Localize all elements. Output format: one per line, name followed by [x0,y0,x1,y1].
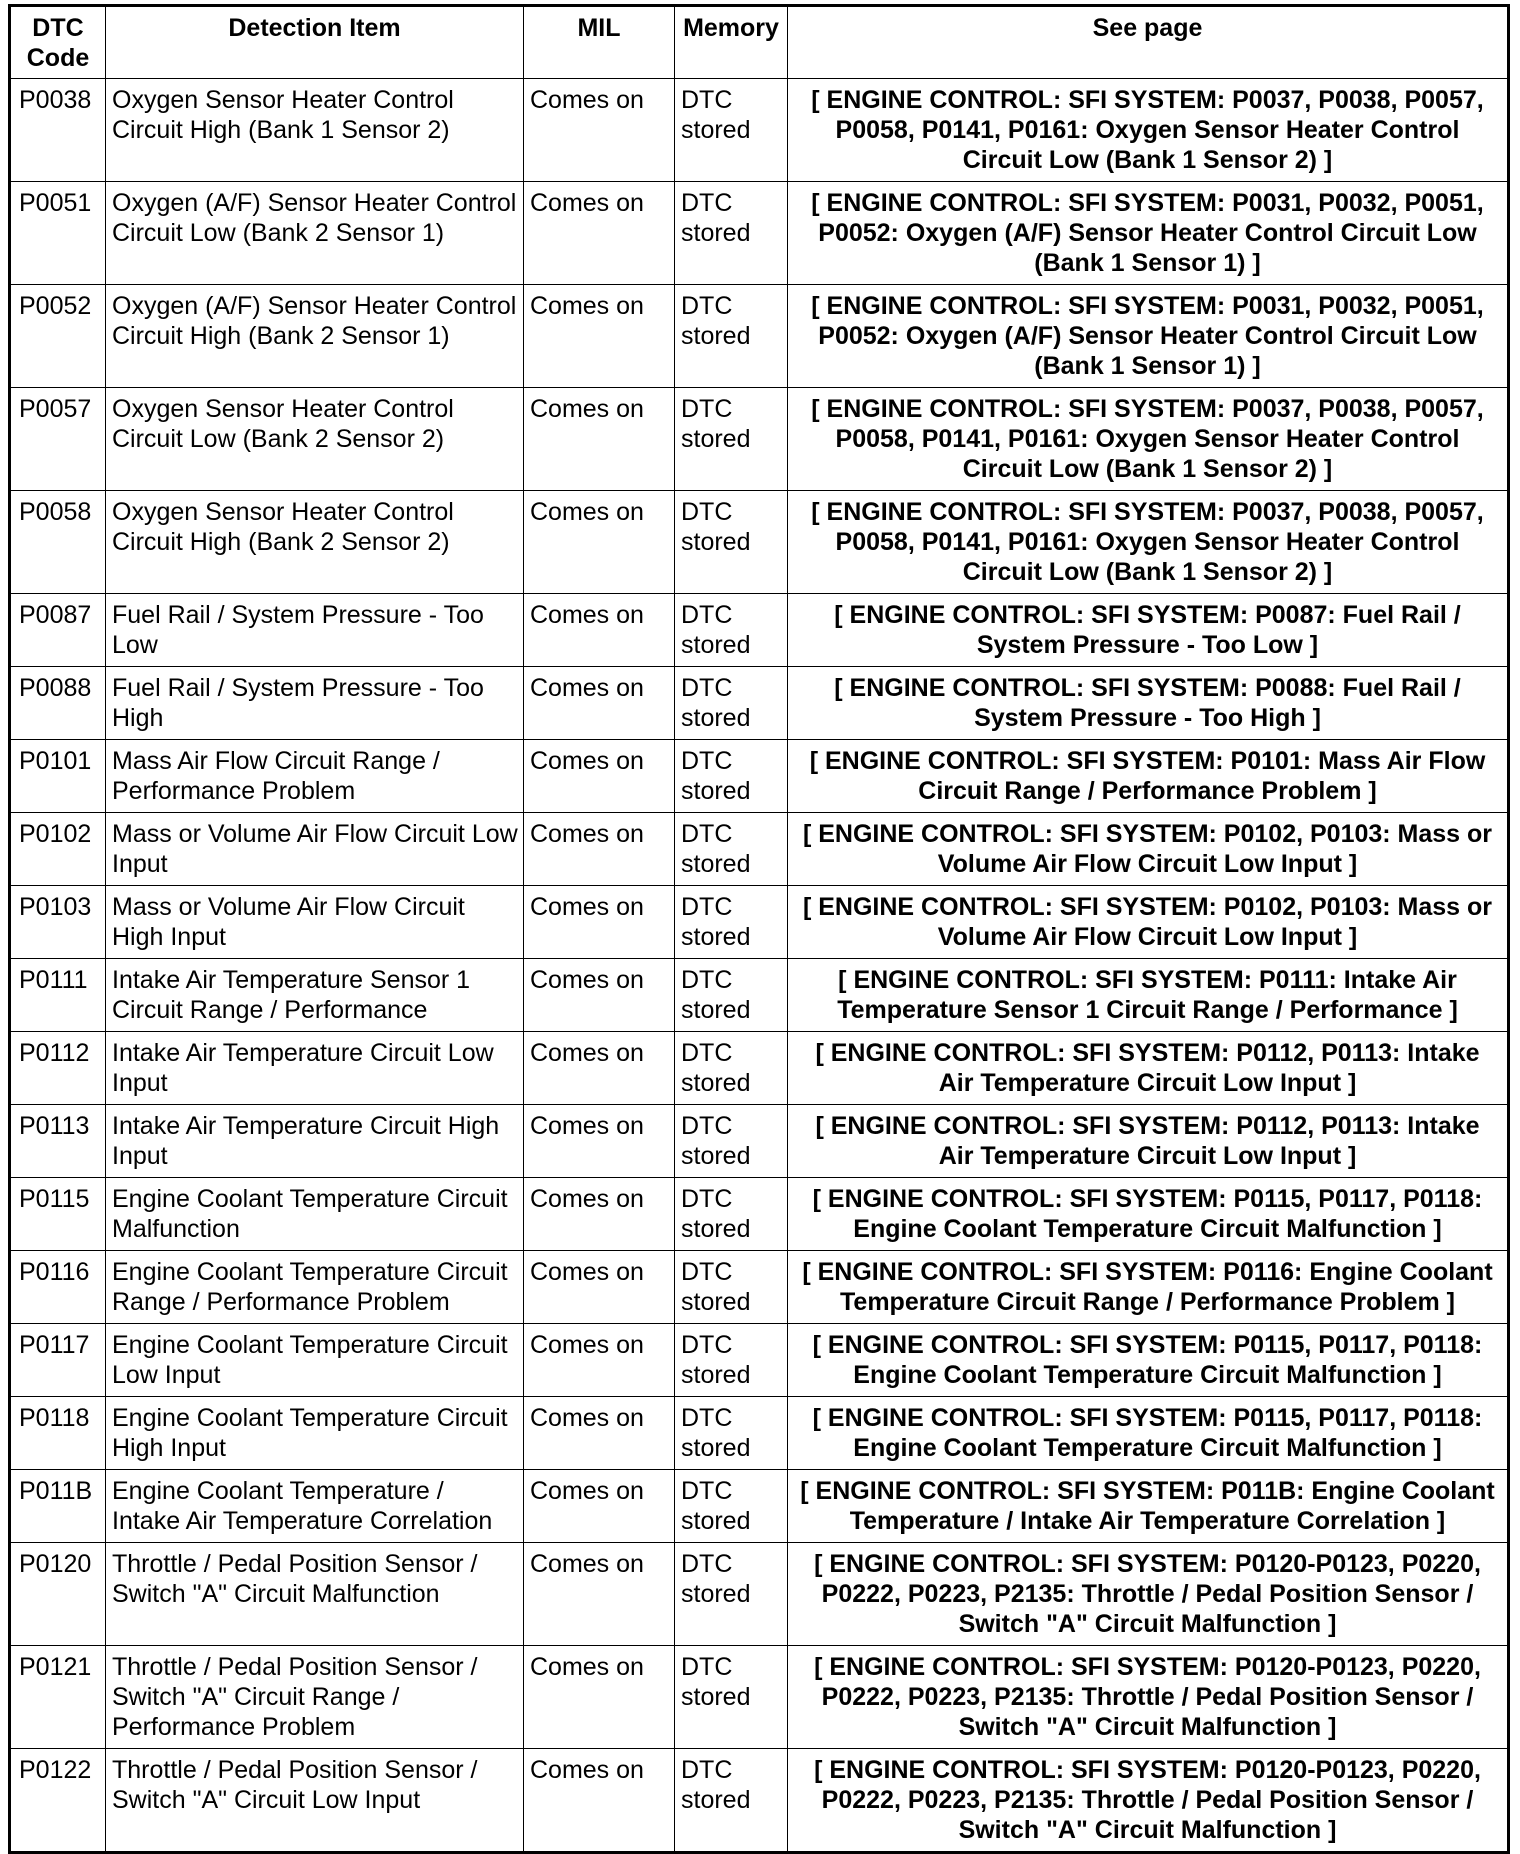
detection-item-cell: Intake Air Temperature Sensor 1 Circuit Range / Performance [106,959,524,1032]
header-detection-item: Detection Item [106,6,524,79]
header-mil: MIL [524,6,675,79]
table-row [10,1324,1509,1397]
header-memory: Memory [675,6,788,79]
table-row [10,1397,1509,1470]
memory-cell: DTC stored [675,813,788,886]
table-row [10,1470,1509,1543]
mil-cell: Comes on [524,1032,675,1105]
detection-item-cell: Engine Coolant Temperature / Intake Air Temperature Correlation [106,1470,524,1543]
detection-item-cell: Engine Coolant Temperature Circuit Low Input [106,1324,524,1397]
table-header-row [10,6,1509,79]
table-row [10,594,1509,667]
table-row [10,667,1509,740]
mil-cell: Comes on [524,1397,675,1470]
table-row [10,813,1509,886]
see-page-link[interactable]: [ ENGINE CONTROL: SFI SYSTEM: P0031, P0032, P0051, P0052: Oxygen (A/F) Sensor Heater Control Circuit Low (Bank 1 Sensor 1) ] [788,182,1509,285]
table-row [10,1105,1509,1178]
dtc-code-cell: P0111 [10,959,106,1032]
memory-cell: DTC stored [675,1324,788,1397]
see-page-link[interactable]: [ ENGINE CONTROL: SFI SYSTEM: P0037, P0038, P0057, P0058, P0141, P0161: Oxygen Sensor Heater Control Circuit Low (Bank 1 Sensor 2) ] [788,79,1509,182]
memory-cell: DTC stored [675,959,788,1032]
see-page-link[interactable]: [ ENGINE CONTROL: SFI SYSTEM: P0087: Fuel Rail / System Pressure - Too Low ] [788,594,1509,667]
mil-cell: Comes on [524,1324,675,1397]
dtc-code-cell: P0052 [10,285,106,388]
dtc-code-cell: P0112 [10,1032,106,1105]
detection-item-cell: Oxygen Sensor Heater Control Circuit High (Bank 1 Sensor 2) [106,79,524,182]
see-page-link[interactable]: [ ENGINE CONTROL: SFI SYSTEM: P0120-P0123, P0220, P0222, P0223, P2135: Throttle / Pedal Position Sensor / Switch "A" Circuit Malfunction ] [788,1646,1509,1749]
detection-item-cell: Engine Coolant Temperature Circuit Range / Performance Problem [106,1251,524,1324]
mil-cell: Comes on [524,388,675,491]
mil-cell: Comes on [524,594,675,667]
table-row [10,182,1509,285]
mil-cell: Comes on [524,1105,675,1178]
mil-cell: Comes on [524,1543,675,1646]
see-page-link[interactable]: [ ENGINE CONTROL: SFI SYSTEM: P0116: Engine Coolant Temperature Circuit Range / Performance Problem ] [788,1251,1509,1324]
memory-cell: DTC stored [675,1749,788,1853]
detection-item-cell: Fuel Rail / System Pressure - Too High [106,667,524,740]
detection-item-cell: Throttle / Pedal Position Sensor / Switch "A" Circuit Range / Performance Problem [106,1646,524,1749]
mil-cell: Comes on [524,182,675,285]
see-page-link[interactable]: [ ENGINE CONTROL: SFI SYSTEM: P0102, P0103: Mass or Volume Air Flow Circuit Low Input ] [788,886,1509,959]
detection-item-cell: Intake Air Temperature Circuit Low Input [106,1032,524,1105]
memory-cell: DTC stored [675,285,788,388]
table-row [10,1178,1509,1251]
mil-cell: Comes on [524,1646,675,1749]
see-page-link[interactable]: [ ENGINE CONTROL: SFI SYSTEM: P0037, P0038, P0057, P0058, P0141, P0161: Oxygen Sensor Heater Control Circuit Low (Bank 1 Sensor 2) ] [788,491,1509,594]
memory-cell: DTC stored [675,79,788,182]
see-page-link[interactable]: [ ENGINE CONTROL: SFI SYSTEM: P011B: Engine Coolant Temperature / Intake Air Temperature Correlation ] [788,1470,1509,1543]
memory-cell: DTC stored [675,388,788,491]
dtc-table-sheet [8,4,1507,1854]
see-page-link[interactable]: [ ENGINE CONTROL: SFI SYSTEM: P0112, P0113: Intake Air Temperature Circuit Low Input ] [788,1032,1509,1105]
mil-cell: Comes on [524,1251,675,1324]
see-page-link[interactable]: [ ENGINE CONTROL: SFI SYSTEM: P0115, P0117, P0118: Engine Coolant Temperature Circuit Malfunction ] [788,1178,1509,1251]
detection-item-cell: Throttle / Pedal Position Sensor / Switch "A" Circuit Malfunction [106,1543,524,1646]
detection-item-cell: Mass Air Flow Circuit Range / Performance Problem [106,740,524,813]
memory-cell: DTC stored [675,1105,788,1178]
table-row [10,1251,1509,1324]
dtc-code-cell: P0113 [10,1105,106,1178]
memory-cell: DTC stored [675,1032,788,1105]
detection-item-cell: Oxygen (A/F) Sensor Heater Control Circuit Low (Bank 2 Sensor 1) [106,182,524,285]
dtc-code-cell: P0121 [10,1646,106,1749]
mil-cell: Comes on [524,491,675,594]
detection-item-cell: Throttle / Pedal Position Sensor / Switch "A" Circuit Low Input [106,1749,524,1853]
table-row [10,1032,1509,1105]
table-row [10,1749,1509,1853]
header-dtc-code: DTC Code [10,6,106,79]
table-row [10,959,1509,1032]
dtc-code-cell: P011B [10,1470,106,1543]
see-page-link[interactable]: [ ENGINE CONTROL: SFI SYSTEM: P0111: Intake Air Temperature Sensor 1 Circuit Range / Performance ] [788,959,1509,1032]
dtc-code-cell: P0118 [10,1397,106,1470]
memory-cell: DTC stored [675,1470,788,1543]
dtc-code-cell: P0116 [10,1251,106,1324]
dtc-code-cell: P0057 [10,388,106,491]
mil-cell: Comes on [524,959,675,1032]
see-page-link[interactable]: [ ENGINE CONTROL: SFI SYSTEM: P0120-P0123, P0220, P0222, P0223, P2135: Throttle / Pedal Position Sensor / Switch "A" Circuit Malfunction ] [788,1749,1509,1853]
memory-cell: DTC stored [675,1251,788,1324]
see-page-link[interactable]: [ ENGINE CONTROL: SFI SYSTEM: P0031, P0032, P0051, P0052: Oxygen (A/F) Sensor Heater Control Circuit Low (Bank 1 Sensor 1) ] [788,285,1509,388]
see-page-link[interactable]: [ ENGINE CONTROL: SFI SYSTEM: P0101: Mass Air Flow Circuit Range / Performance Problem ] [788,740,1509,813]
detection-item-cell: Oxygen Sensor Heater Control Circuit Low (Bank 2 Sensor 2) [106,388,524,491]
memory-cell: DTC stored [675,1178,788,1251]
table-row [10,1543,1509,1646]
dtc-code-cell: P0101 [10,740,106,813]
table-row [10,79,1509,182]
dtc-table [8,4,1510,1854]
see-page-link[interactable]: [ ENGINE CONTROL: SFI SYSTEM: P0102, P0103: Mass or Volume Air Flow Circuit Low Input ] [788,813,1509,886]
table-row [10,491,1509,594]
see-page-link[interactable]: [ ENGINE CONTROL: SFI SYSTEM: P0120-P0123, P0220, P0222, P0223, P2135: Throttle / Pedal Position Sensor / Switch "A" Circuit Malfunction ] [788,1543,1509,1646]
mil-cell: Comes on [524,886,675,959]
detection-item-cell: Fuel Rail / System Pressure - Too Low [106,594,524,667]
dtc-code-cell: P0122 [10,1749,106,1853]
header-see-page: See page [788,6,1509,79]
mil-cell: Comes on [524,667,675,740]
table-row [10,1646,1509,1749]
detection-item-cell: Mass or Volume Air Flow Circuit Low Input [106,813,524,886]
mil-cell: Comes on [524,79,675,182]
detection-item-cell: Intake Air Temperature Circuit High Input [106,1105,524,1178]
dtc-code-cell: P0120 [10,1543,106,1646]
mil-cell: Comes on [524,813,675,886]
table-row [10,285,1509,388]
detection-item-cell: Engine Coolant Temperature Circuit High Input [106,1397,524,1470]
dtc-code-cell: P0102 [10,813,106,886]
see-page-link[interactable]: [ ENGINE CONTROL: SFI SYSTEM: P0088: Fuel Rail / System Pressure - Too High ] [788,667,1509,740]
memory-cell: DTC stored [675,1543,788,1646]
detection-item-cell: Engine Coolant Temperature Circuit Malfunction [106,1178,524,1251]
see-page-link[interactable]: [ ENGINE CONTROL: SFI SYSTEM: P0115, P0117, P0118: Engine Coolant Temperature Circuit Malfunction ] [788,1324,1509,1397]
dtc-code-cell: P0038 [10,79,106,182]
dtc-code-cell: P0115 [10,1178,106,1251]
mil-cell: Comes on [524,740,675,813]
detection-item-cell: Oxygen Sensor Heater Control Circuit High (Bank 2 Sensor 2) [106,491,524,594]
memory-cell: DTC stored [675,182,788,285]
table-body [10,79,1509,1853]
see-page-link[interactable]: [ ENGINE CONTROL: SFI SYSTEM: P0112, P0113: Intake Air Temperature Circuit Low Input ] [788,1105,1509,1178]
detection-item-cell: Mass or Volume Air Flow Circuit High Input [106,886,524,959]
mil-cell: Comes on [524,1470,675,1543]
mil-cell: Comes on [524,285,675,388]
detection-item-cell: Oxygen (A/F) Sensor Heater Control Circuit High (Bank 2 Sensor 1) [106,285,524,388]
dtc-code-cell: P0103 [10,886,106,959]
dtc-code-cell: P0087 [10,594,106,667]
see-page-link[interactable]: [ ENGINE CONTROL: SFI SYSTEM: P0037, P0038, P0057, P0058, P0141, P0161: Oxygen Sensor Heater Control Circuit Low (Bank 1 Sensor 2) ] [788,388,1509,491]
mil-cell: Comes on [524,1749,675,1853]
see-page-link[interactable]: [ ENGINE CONTROL: SFI SYSTEM: P0115, P0117, P0118: Engine Coolant Temperature Circuit Malfunction ] [788,1397,1509,1470]
memory-cell: DTC stored [675,1397,788,1470]
memory-cell: DTC stored [675,667,788,740]
memory-cell: DTC stored [675,1646,788,1749]
memory-cell: DTC stored [675,740,788,813]
table-row [10,886,1509,959]
memory-cell: DTC stored [675,886,788,959]
table-row [10,388,1509,491]
dtc-code-cell: P0051 [10,182,106,285]
dtc-code-cell: P0058 [10,491,106,594]
table-row [10,740,1509,813]
memory-cell: DTC stored [675,594,788,667]
dtc-code-cell: P0088 [10,667,106,740]
memory-cell: DTC stored [675,491,788,594]
dtc-code-cell: P0117 [10,1324,106,1397]
mil-cell: Comes on [524,1178,675,1251]
